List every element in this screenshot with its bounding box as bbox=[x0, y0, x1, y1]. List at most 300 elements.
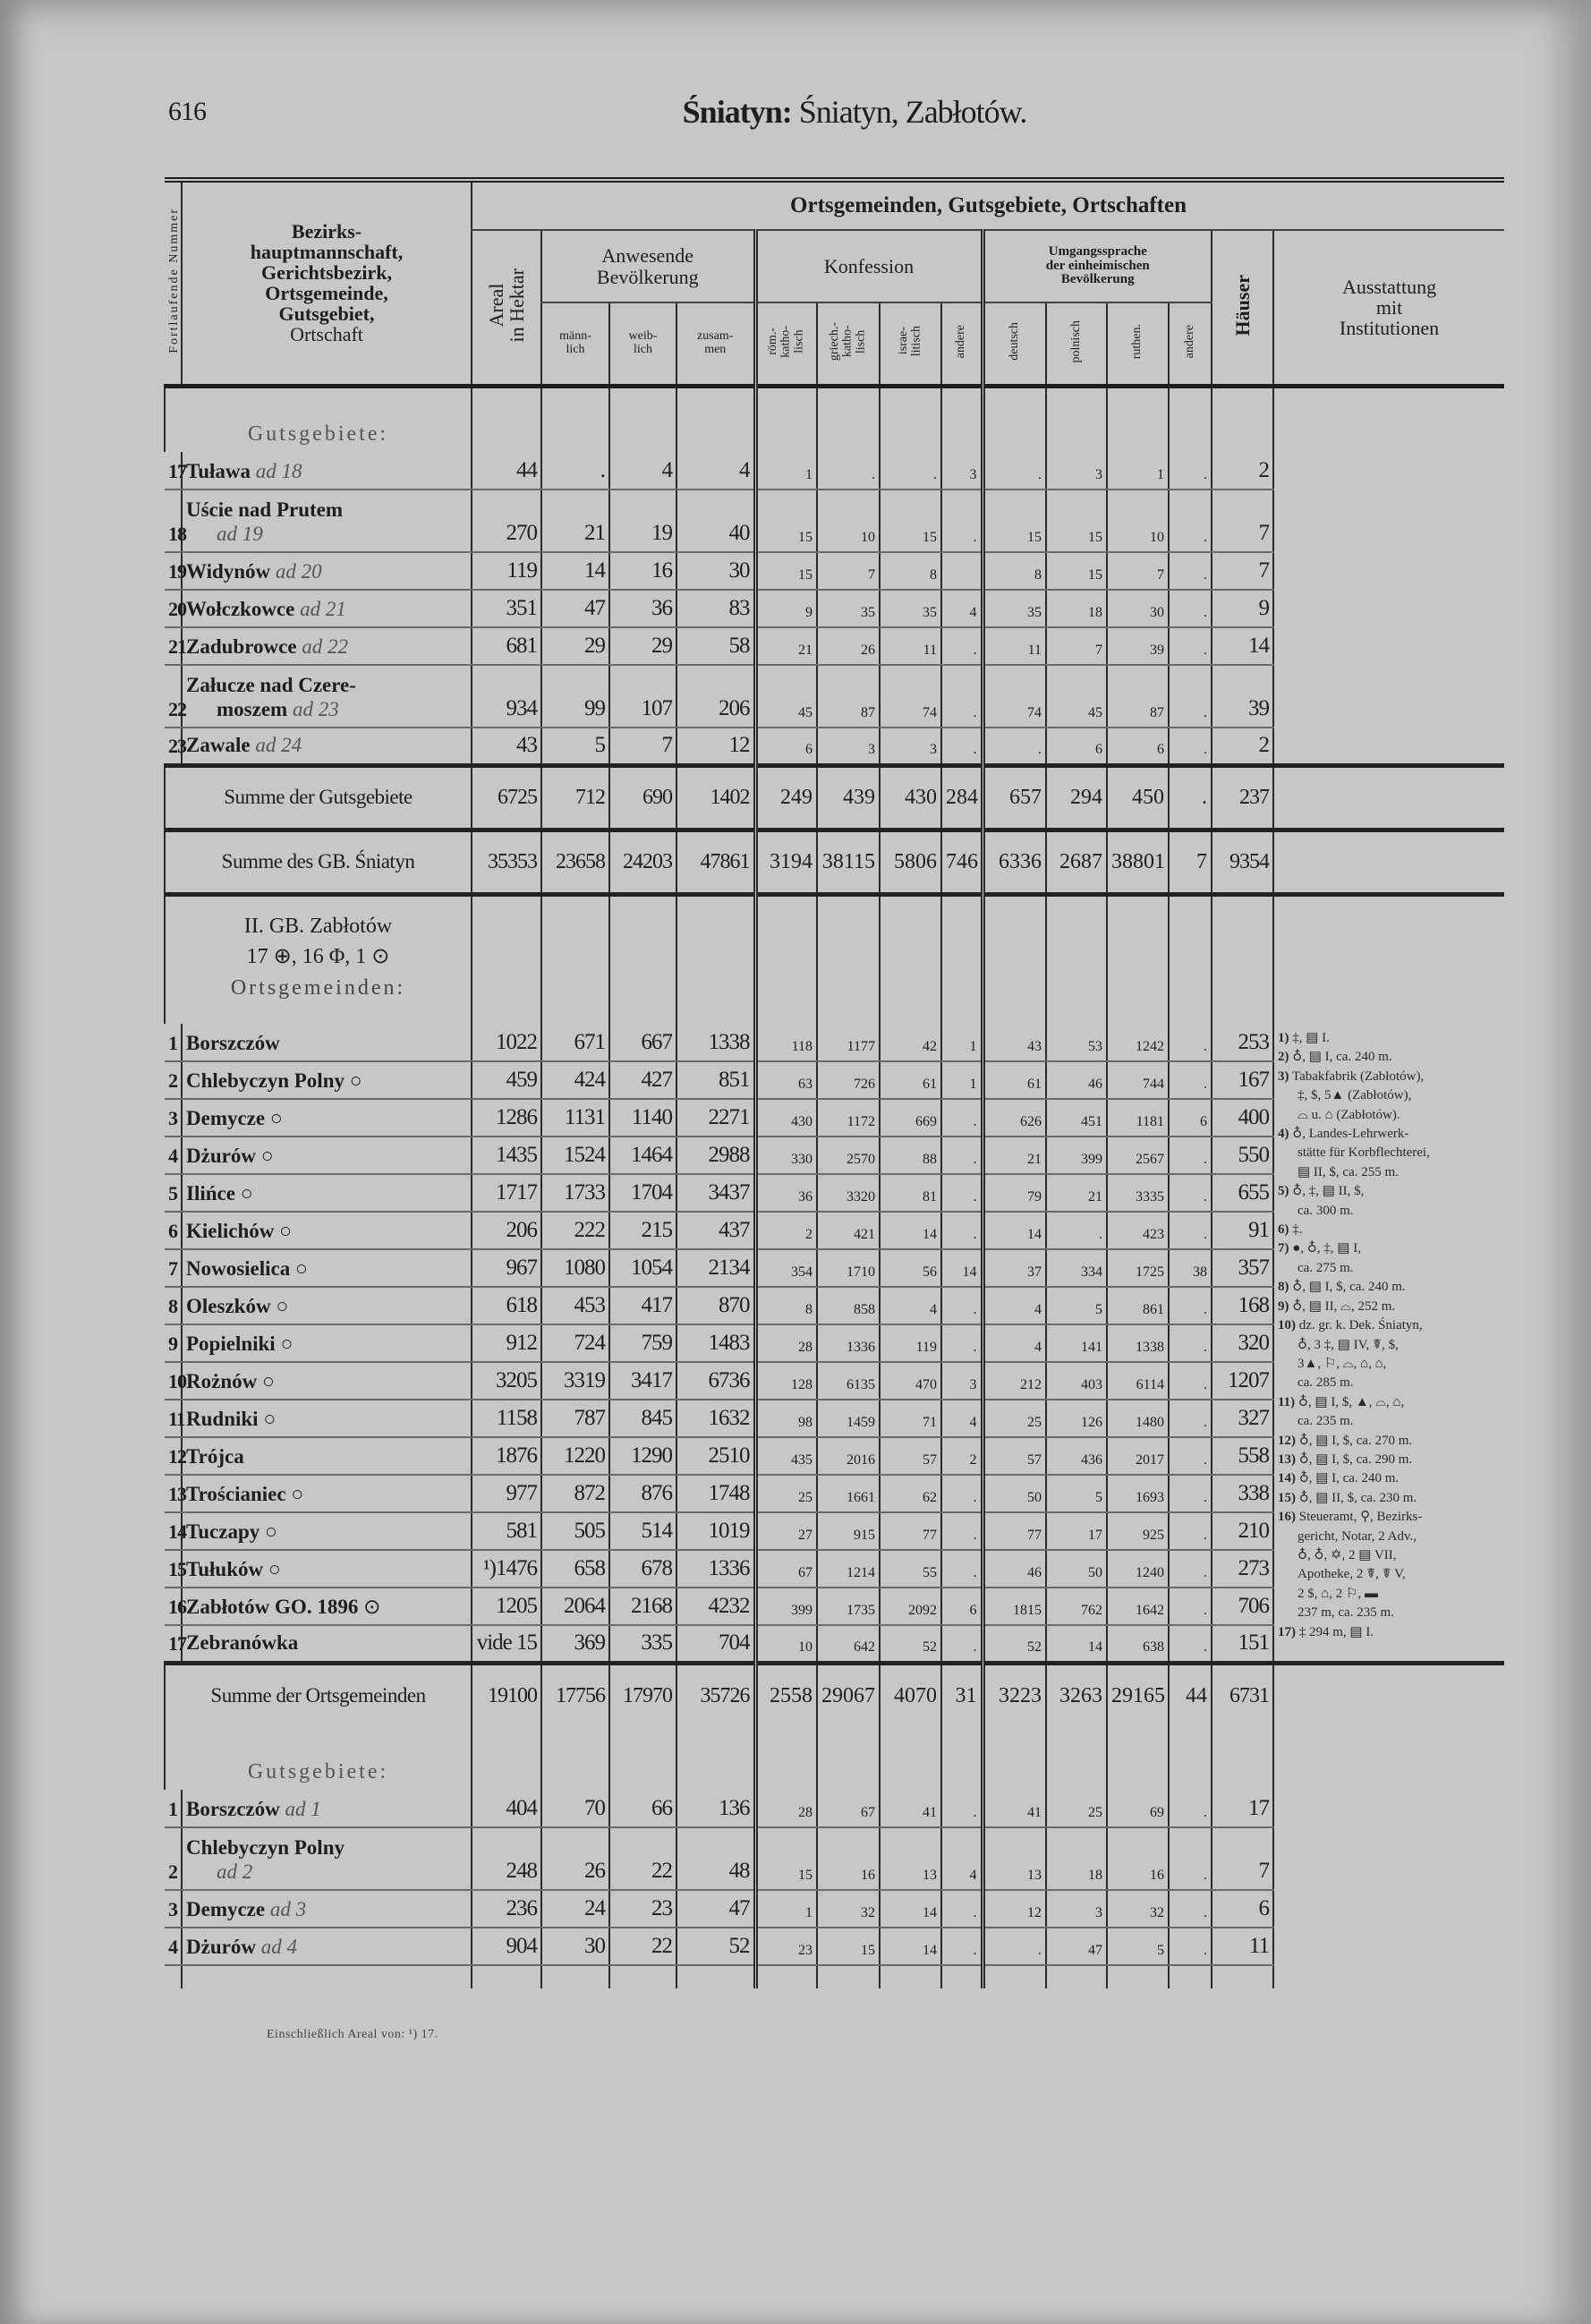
cell-deutsch: 15 bbox=[983, 489, 1046, 552]
cell-konf-andere: 1 bbox=[941, 1024, 983, 1061]
cell-konf-andere: 2 bbox=[941, 1437, 983, 1475]
district-section-line: II. GB. Zabłotów bbox=[243, 914, 393, 938]
cell-areal: 1876 bbox=[472, 1437, 541, 1475]
note-line bbox=[1278, 1068, 1506, 1086]
cell-griech-kath: 642 bbox=[817, 1625, 880, 1663]
cell-roem-kath: 27 bbox=[755, 1512, 817, 1550]
row-number: 22 bbox=[165, 665, 182, 728]
cell-ausstattung bbox=[1273, 1790, 1504, 1827]
note-number: 8) bbox=[1278, 1280, 1289, 1295]
cell-maennlich: 505 bbox=[541, 1512, 609, 1550]
cell-roem-kath: 23 bbox=[755, 1928, 817, 1965]
row-number: 10 bbox=[165, 1362, 182, 1400]
place-name-line bbox=[186, 1408, 467, 1431]
note-text: 237 m, ca. 235 m. bbox=[1297, 1605, 1394, 1621]
note-line bbox=[1278, 1163, 1506, 1182]
cell-ruthenisch: 1338 bbox=[1107, 1324, 1169, 1362]
place-name-text: Zawale bbox=[186, 734, 251, 757]
cell-roem-kath: 98 bbox=[755, 1400, 817, 1437]
table-row bbox=[165, 489, 1504, 552]
place-mark-icon: ○ bbox=[260, 1144, 274, 1167]
cell-israelitisch bbox=[880, 1727, 941, 1790]
place-name-text: Borszczów bbox=[186, 1797, 280, 1820]
note-line bbox=[1278, 1565, 1506, 1584]
ad-reference: ad 18 bbox=[255, 459, 302, 482]
note-number: 16) bbox=[1278, 1510, 1296, 1525]
note-text: ⌓ u. ⌂ (Zabłotów). bbox=[1297, 1107, 1400, 1122]
cell-zusammen: 437 bbox=[676, 1212, 755, 1249]
cell-griech-kath bbox=[817, 386, 880, 452]
sum-row bbox=[165, 830, 1504, 894]
cell-maennlich: 1131 bbox=[541, 1099, 609, 1136]
cell-weiblich: 2168 bbox=[609, 1588, 676, 1625]
cell-griech-kath: 1214 bbox=[817, 1550, 880, 1588]
cell-deutsch: 12 bbox=[983, 1890, 1046, 1928]
cell-konf-andere: . bbox=[941, 1099, 983, 1136]
cell-zusammen bbox=[676, 1727, 755, 1790]
cell-ausstattung bbox=[1273, 894, 1504, 1024]
cell-roem-kath bbox=[755, 386, 817, 452]
cell-areal: 1205 bbox=[472, 1588, 541, 1625]
cell-polnisch: 2687 bbox=[1046, 830, 1107, 894]
place-name-line bbox=[186, 1370, 467, 1393]
place-name-text: Ilińce bbox=[186, 1181, 235, 1205]
filler-nr bbox=[165, 1965, 182, 1988]
cell-zusammen: 6736 bbox=[676, 1362, 755, 1400]
cell-haeuser bbox=[1212, 1727, 1273, 1790]
header-weiblich: weib- lich bbox=[609, 302, 676, 386]
cell-areal: 35353 bbox=[472, 830, 541, 894]
place-name bbox=[182, 1099, 472, 1136]
place-mark-icon: ○ bbox=[295, 1256, 308, 1280]
cell-zusammen bbox=[676, 386, 755, 452]
cell-israelitisch: 61 bbox=[880, 1061, 941, 1099]
note-text: ca. 300 m. bbox=[1297, 1203, 1354, 1218]
note-text: Tabakfabrik (Zabłotów), bbox=[1291, 1068, 1425, 1084]
note-text: ‡ 294 m, ▤ I. bbox=[1298, 1624, 1374, 1639]
place-mark-icon: ○ bbox=[261, 1369, 275, 1392]
place-name bbox=[182, 1362, 472, 1400]
section-label-row bbox=[165, 1727, 1504, 1790]
table-row bbox=[165, 665, 1504, 728]
cell-maennlich: 1080 bbox=[541, 1249, 609, 1287]
header-israelitisch bbox=[880, 302, 941, 386]
note-line bbox=[1278, 1355, 1506, 1374]
cell-haeuser: 210 bbox=[1212, 1512, 1273, 1550]
place-name-text: Dżurów bbox=[186, 1144, 256, 1167]
place-name bbox=[182, 1249, 472, 1287]
cell-konf-andere bbox=[941, 552, 983, 590]
note-number: 1) bbox=[1278, 1031, 1289, 1045]
cell-weiblich bbox=[609, 894, 676, 1024]
place-mark-icon: ○ bbox=[264, 1520, 277, 1543]
note-text: ♁, ▤ I, ca. 240 m. bbox=[1292, 1050, 1392, 1065]
cell-weiblich: 514 bbox=[609, 1512, 676, 1550]
cell-maennlich: 1733 bbox=[541, 1174, 609, 1212]
cell-roem-kath: 1 bbox=[755, 1890, 817, 1928]
cell-sprache-andere: . bbox=[1169, 489, 1212, 552]
cell-griech-kath: 10 bbox=[817, 489, 880, 552]
note-line bbox=[1278, 1278, 1506, 1297]
place-name-line bbox=[186, 1257, 467, 1281]
cell-sprache-andere: . bbox=[1169, 1512, 1212, 1550]
cell-maennlich: 70 bbox=[541, 1790, 609, 1827]
cell-roem-kath: 1 bbox=[755, 452, 817, 489]
note-text: gericht, Notar, 2 Adv., bbox=[1297, 1528, 1417, 1544]
note-text: ca. 275 m. bbox=[1297, 1260, 1354, 1275]
cell-zusammen: 1483 bbox=[676, 1324, 755, 1362]
cell-haeuser: 6 bbox=[1212, 1890, 1273, 1928]
ad-reference: ad 24 bbox=[255, 734, 302, 757]
cell-israelitisch: 470 bbox=[880, 1362, 941, 1400]
cell-roem-kath: 354 bbox=[755, 1249, 817, 1287]
place-mark-icon: ○ bbox=[268, 1557, 281, 1580]
cell-ausstattung bbox=[1273, 489, 1504, 552]
note-number: 15) bbox=[1278, 1490, 1296, 1505]
note-line bbox=[1278, 1469, 1506, 1488]
header-sprache-andere bbox=[1169, 302, 1212, 386]
cell-ausstattung bbox=[1273, 830, 1504, 894]
row-number: 4 bbox=[165, 1136, 182, 1174]
cell-israelitisch: 11 bbox=[880, 627, 941, 665]
running-head-courts: Śniatyn, Zabłotów. bbox=[791, 94, 1027, 130]
place-name bbox=[182, 1790, 472, 1827]
place-name bbox=[182, 1437, 472, 1475]
district-section-line: 17 ⊕, 16 Φ, 1 ⊙ bbox=[246, 945, 390, 969]
place-name bbox=[182, 665, 472, 728]
cell-areal: 3205 bbox=[472, 1362, 541, 1400]
cell-areal: 967 bbox=[472, 1249, 541, 1287]
cell-griech-kath: 3 bbox=[817, 728, 880, 765]
cell-israelitisch: . bbox=[880, 452, 941, 489]
note-line bbox=[1278, 1374, 1506, 1392]
note-text: Apotheke, 2 ☤, ☤ V, bbox=[1297, 1567, 1406, 1582]
place-name bbox=[182, 1174, 472, 1212]
row-number: 19 bbox=[165, 552, 182, 590]
cell-ausstattung bbox=[1273, 665, 1504, 728]
place-mark-icon: ⊙ bbox=[363, 1595, 381, 1618]
note-text: ♁, Landes-Lehrwerk- bbox=[1292, 1127, 1409, 1142]
cell-ruthenisch: 69 bbox=[1107, 1790, 1169, 1827]
note-line bbox=[1278, 1048, 1506, 1067]
cell-maennlich: 222 bbox=[541, 1212, 609, 1249]
place-name-text: Oleszków bbox=[186, 1294, 271, 1317]
cell-sprache-andere: 6 bbox=[1169, 1099, 1212, 1136]
place-name bbox=[182, 1475, 472, 1512]
cell-konf-andere: . bbox=[941, 1287, 983, 1324]
cell-polnisch: . bbox=[1046, 1212, 1107, 1249]
cell-polnisch: 126 bbox=[1046, 1400, 1107, 1437]
cell-sprache-andere: . bbox=[1169, 627, 1212, 665]
cell-roem-kath: 399 bbox=[755, 1588, 817, 1625]
cell-sprache-andere: . bbox=[1169, 665, 1212, 728]
cell-polnisch: 399 bbox=[1046, 1136, 1107, 1174]
cell-griech-kath: 7 bbox=[817, 552, 880, 590]
cell-israelitisch: 71 bbox=[880, 1400, 941, 1437]
row-number: 11 bbox=[165, 1400, 182, 1437]
cell-ruthenisch: 1242 bbox=[1107, 1024, 1169, 1061]
place-name-line bbox=[186, 1145, 467, 1168]
row-number: 8 bbox=[165, 1287, 182, 1324]
cell-areal: 206 bbox=[472, 1212, 541, 1249]
cell-weiblich: 24203 bbox=[609, 830, 676, 894]
cell-zusammen bbox=[676, 894, 755, 1024]
place-name-line bbox=[186, 1558, 467, 1581]
cell-maennlich: 23658 bbox=[541, 830, 609, 894]
cell-israelitisch: 669 bbox=[880, 1099, 941, 1136]
cell-griech-kath: 2016 bbox=[817, 1437, 880, 1475]
note-line bbox=[1278, 1336, 1506, 1355]
place-name bbox=[182, 1024, 472, 1061]
cell-ruthenisch: 29165 bbox=[1107, 1663, 1169, 1727]
cell-areal: 1158 bbox=[472, 1400, 541, 1437]
header-konf-andere-text: andere bbox=[953, 324, 967, 359]
cell-haeuser: 320 bbox=[1212, 1324, 1273, 1362]
cell-deutsch: 3223 bbox=[983, 1663, 1046, 1727]
place-name-line bbox=[186, 1860, 467, 1884]
row-number: 12 bbox=[165, 1437, 182, 1475]
cell-deutsch: 52 bbox=[983, 1625, 1046, 1663]
place-name-text: Zabłotów GO. 1896 bbox=[186, 1595, 359, 1618]
note-line bbox=[1278, 1528, 1506, 1546]
header-roem-kath bbox=[755, 302, 817, 386]
header-polnisch bbox=[1046, 302, 1107, 386]
note-text: ♁, ♁, ✡, 2 ▤ VII, bbox=[1297, 1547, 1397, 1562]
cell-ruthenisch: 6 bbox=[1107, 728, 1169, 765]
cell-maennlich: 1524 bbox=[541, 1136, 609, 1174]
cell-konf-andere: . bbox=[941, 1550, 983, 1588]
header-name bbox=[182, 180, 472, 386]
cell-maennlich: . bbox=[541, 452, 609, 489]
cell-roem-kath bbox=[755, 894, 817, 1024]
cell-haeuser: 7 bbox=[1212, 1827, 1273, 1890]
cell-griech-kath: 439 bbox=[817, 765, 880, 830]
cell-deutsch: . bbox=[983, 1928, 1046, 1965]
place-name-line bbox=[186, 1445, 467, 1468]
cell-griech-kath: . bbox=[817, 452, 880, 489]
cell-griech-kath: 87 bbox=[817, 665, 880, 728]
cell-israelitisch: 4 bbox=[880, 1287, 941, 1324]
cell-israelitisch: 8 bbox=[880, 552, 941, 590]
cell-sprache-andere: . bbox=[1169, 1400, 1212, 1437]
cell-polnisch: 47 bbox=[1046, 1928, 1107, 1965]
cell-weiblich: 17970 bbox=[609, 1663, 676, 1727]
note-text: dz. gr. k. Dek. Śniatyn, bbox=[1298, 1318, 1423, 1333]
ad-reference: ad 23 bbox=[292, 697, 339, 720]
cell-haeuser: 327 bbox=[1212, 1400, 1273, 1437]
cell-sprache-andere: . bbox=[1169, 1550, 1212, 1588]
cell-israelitisch: 41 bbox=[880, 1790, 941, 1827]
cell-areal: 236 bbox=[472, 1890, 541, 1928]
cell-polnisch: 334 bbox=[1046, 1249, 1107, 1287]
cell-areal bbox=[472, 1965, 541, 1988]
cell-roem-kath: 25 bbox=[755, 1475, 817, 1512]
ad-reference: ad 1 bbox=[285, 1797, 321, 1820]
place-name-text: Zebranówka bbox=[186, 1631, 299, 1655]
cell-zusammen: 47 bbox=[676, 1890, 755, 1928]
cell-griech-kath: 1336 bbox=[817, 1324, 880, 1362]
cell-polnisch: 6 bbox=[1046, 728, 1107, 765]
cell-weiblich: 759 bbox=[609, 1324, 676, 1362]
cell-areal: 119 bbox=[472, 552, 541, 590]
cell-sprache-andere bbox=[1169, 1727, 1212, 1790]
place-name bbox=[182, 1827, 472, 1890]
place-name-line bbox=[186, 1898, 467, 1921]
cell-deutsch bbox=[983, 894, 1046, 1024]
cell-deutsch: . bbox=[983, 452, 1046, 489]
cell-zusammen: 2988 bbox=[676, 1136, 755, 1174]
cell-ruthenisch: 638 bbox=[1107, 1625, 1169, 1663]
place-name-text: Tułuków bbox=[186, 1557, 264, 1580]
cell-zusammen: 1019 bbox=[676, 1512, 755, 1550]
cell-maennlich: 24 bbox=[541, 1890, 609, 1928]
cell-maennlich: 21 bbox=[541, 489, 609, 552]
cell-areal: 1286 bbox=[472, 1099, 541, 1136]
header-name-last: Ortschaft bbox=[290, 323, 363, 346]
cell-sprache-andere bbox=[1169, 1965, 1212, 1988]
cell-israelitisch: 15 bbox=[880, 489, 941, 552]
place-name-line bbox=[186, 1596, 467, 1619]
cell-areal: 44 bbox=[472, 452, 541, 489]
cell-ausstattung bbox=[1273, 452, 1504, 489]
place-name bbox=[182, 1400, 472, 1437]
cell-ruthenisch: 5 bbox=[1107, 1928, 1169, 1965]
cell-haeuser: 17 bbox=[1212, 1790, 1273, 1827]
ad-reference: ad 20 bbox=[275, 559, 322, 583]
cell-maennlich: 712 bbox=[541, 765, 609, 830]
cell-ruthenisch: 1642 bbox=[1107, 1588, 1169, 1625]
cell-haeuser bbox=[1212, 1965, 1273, 1988]
cell-weiblich: 7 bbox=[609, 728, 676, 765]
place-name bbox=[182, 728, 472, 765]
cell-ruthenisch: 30 bbox=[1107, 590, 1169, 627]
place-name bbox=[182, 552, 472, 590]
cell-ruthenisch: 2567 bbox=[1107, 1136, 1169, 1174]
cell-polnisch: 17 bbox=[1046, 1512, 1107, 1550]
district-section-subheading: Ortsgemeinden: bbox=[230, 976, 406, 1000]
cell-haeuser: 167 bbox=[1212, 1061, 1273, 1099]
cell-maennlich bbox=[541, 386, 609, 452]
row-number: 5 bbox=[165, 1174, 182, 1212]
cell-deutsch: 25 bbox=[983, 1400, 1046, 1437]
cell-zusammen: 1338 bbox=[676, 1024, 755, 1061]
table-header bbox=[165, 180, 1504, 386]
cell-haeuser: 1207 bbox=[1212, 1362, 1273, 1400]
cell-haeuser: 253 bbox=[1212, 1024, 1273, 1061]
cell-griech-kath: 29067 bbox=[817, 1663, 880, 1727]
cell-deutsch: 13 bbox=[983, 1827, 1046, 1890]
header-umgangssprache: Umgangssprache der einheimischen Bevölkerung bbox=[983, 230, 1212, 302]
cell-israelitisch: 55 bbox=[880, 1550, 941, 1588]
header-konfession: Konfession bbox=[755, 230, 983, 302]
cell-ausstattung bbox=[1273, 1663, 1504, 1727]
cell-deutsch: 4 bbox=[983, 1287, 1046, 1324]
place-name bbox=[182, 1890, 472, 1928]
cell-deutsch: 35 bbox=[983, 590, 1046, 627]
cell-konf-andere bbox=[941, 1965, 983, 1988]
cell-konf-andere: 4 bbox=[941, 590, 983, 627]
header-nummer bbox=[165, 180, 182, 386]
cell-konf-andere: . bbox=[941, 1475, 983, 1512]
table-row bbox=[165, 1928, 1504, 1965]
cell-areal: 904 bbox=[472, 1928, 541, 1965]
cell-konf-andere: 3 bbox=[941, 452, 983, 489]
cell-griech-kath bbox=[817, 1727, 880, 1790]
header-nummer-text: Fortlaufende Nummer bbox=[167, 208, 181, 354]
cell-konf-andere: . bbox=[941, 627, 983, 665]
cell-roem-kath: 249 bbox=[755, 765, 817, 830]
cell-roem-kath: 6 bbox=[755, 728, 817, 765]
cell-ruthenisch: 38801 bbox=[1107, 830, 1169, 894]
row-number: 7 bbox=[165, 1249, 182, 1287]
ad-reference: ad 3 bbox=[269, 1897, 307, 1920]
cell-weiblich: 1704 bbox=[609, 1174, 676, 1212]
cell-roem-kath: 8 bbox=[755, 1287, 817, 1324]
cell-ruthenisch bbox=[1107, 1727, 1169, 1790]
cell-ruthenisch: 744 bbox=[1107, 1061, 1169, 1099]
place-name bbox=[182, 627, 472, 665]
cell-griech-kath: 1459 bbox=[817, 1400, 880, 1437]
place-name-line bbox=[186, 734, 467, 757]
sum-label: Summe des GB. Śniatyn bbox=[165, 830, 472, 894]
cell-weiblich: 1140 bbox=[609, 1099, 676, 1136]
cell-areal: 977 bbox=[472, 1475, 541, 1512]
note-line bbox=[1278, 1316, 1506, 1335]
note-text: Steueramt, ⚲, Bezirks- bbox=[1298, 1510, 1423, 1525]
cell-griech-kath: 67 bbox=[817, 1790, 880, 1827]
cell-sprache-andere: . bbox=[1169, 1287, 1212, 1324]
cell-ausstattung bbox=[1273, 1965, 1504, 1988]
cell-deutsch: 14 bbox=[983, 1212, 1046, 1249]
cell-maennlich bbox=[541, 1965, 609, 1988]
place-name-text: Chlebyczyn Polny bbox=[186, 1836, 345, 1860]
cell-roem-kath: 330 bbox=[755, 1136, 817, 1174]
cell-ausstattung bbox=[1273, 1727, 1504, 1790]
note-number: 5) bbox=[1278, 1184, 1289, 1199]
cell-weiblich: 22 bbox=[609, 1928, 676, 1965]
cell-maennlich bbox=[541, 894, 609, 1024]
cell-maennlich: 2064 bbox=[541, 1588, 609, 1625]
cell-israelitisch: 14 bbox=[880, 1212, 941, 1249]
cell-israelitisch: 88 bbox=[880, 1136, 941, 1174]
cell-sprache-andere: . bbox=[1169, 1174, 1212, 1212]
table-row bbox=[165, 1890, 1504, 1928]
cell-sprache-andere: . bbox=[1169, 1437, 1212, 1475]
ad-reference: ad 19 bbox=[217, 522, 263, 545]
place-name-text: Tuława bbox=[186, 459, 251, 482]
cell-sprache-andere: . bbox=[1169, 765, 1212, 830]
cell-sprache-andere: 44 bbox=[1169, 1663, 1212, 1727]
cell-weiblich: 36 bbox=[609, 590, 676, 627]
cell-ausstattung bbox=[1273, 728, 1504, 765]
cell-zusammen: 12 bbox=[676, 728, 755, 765]
header-ruthenisch bbox=[1107, 302, 1169, 386]
row-number: 2 bbox=[165, 1827, 182, 1890]
place-name-text: Trójca bbox=[186, 1444, 244, 1468]
cell-zusammen: 83 bbox=[676, 590, 755, 627]
header-top: Ortsgemeinden, Gutsgebiete, Ortschaften bbox=[472, 180, 1504, 230]
cell-maennlich: 14 bbox=[541, 552, 609, 590]
cell-sprache-andere: . bbox=[1169, 1890, 1212, 1928]
cell-areal: 1022 bbox=[472, 1024, 541, 1061]
cell-weiblich: 1464 bbox=[609, 1136, 676, 1174]
cell-deutsch: 77 bbox=[983, 1512, 1046, 1550]
cell-sprache-andere: . bbox=[1169, 1362, 1212, 1400]
cell-maennlich: 424 bbox=[541, 1061, 609, 1099]
cell-griech-kath: 915 bbox=[817, 1512, 880, 1550]
ad-reference: ad 22 bbox=[302, 634, 349, 658]
header-deutsch bbox=[983, 302, 1046, 386]
